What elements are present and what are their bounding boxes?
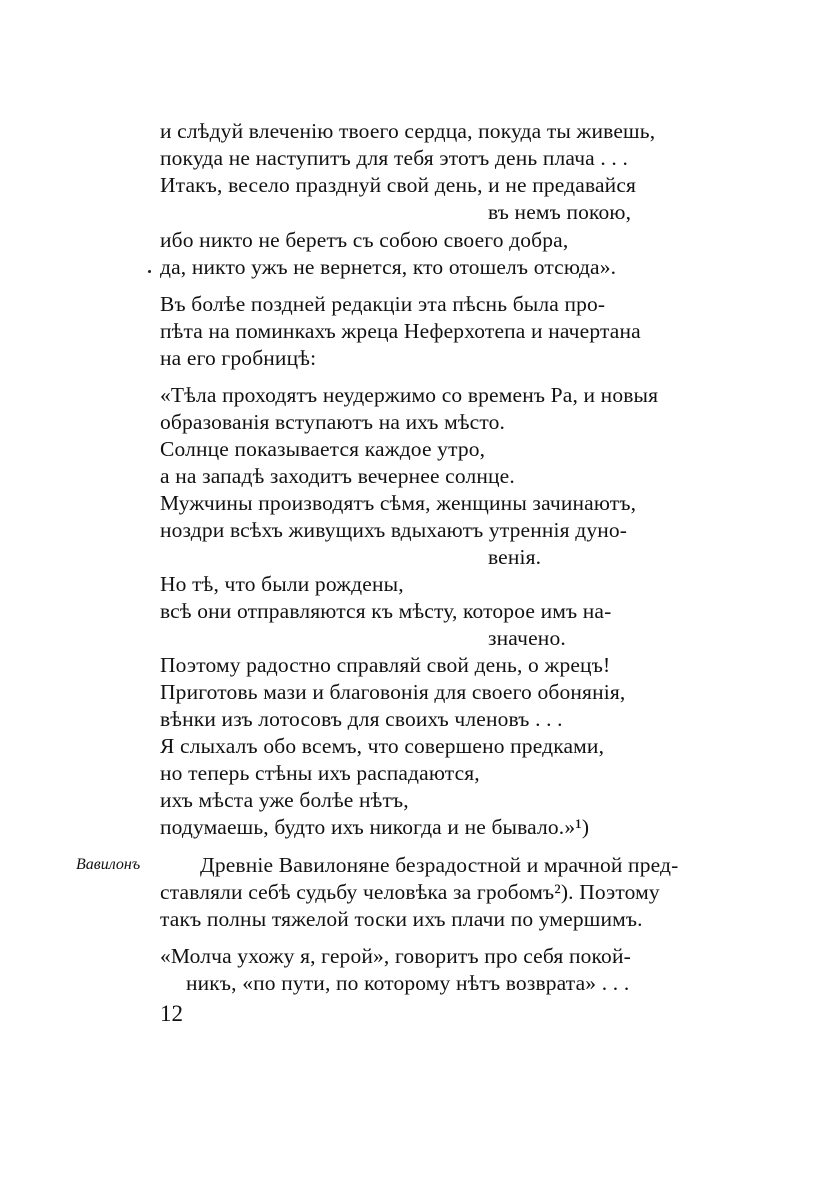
poem-line: Поэтому радостно справляй свой день, о жрецъ! (160, 653, 611, 677)
quote-line: «Молча ухожу я, герой», говоритъ про себя покой- (160, 944, 631, 968)
poem-line: а на западѣ заходитъ вечернее солнце. (160, 464, 515, 488)
poem-line: ихъ мѣста уже болѣе нѣтъ, (160, 788, 409, 812)
poem-line-continuation: въ немъ покою, (488, 200, 632, 224)
poem-line-continuation: значено. (488, 626, 566, 650)
paragraph-line: такъ полны тяжелой тоски ихъ плачи по умершимъ. (160, 907, 643, 931)
poem-line: но теперь стѣны ихъ распадаются, (160, 761, 480, 785)
paragraph-line: пѣта на поминкахъ жреца Неферхотепа и начертана (160, 319, 641, 343)
poem-line: подумаешь, будто ихъ никогда и не бывало.»¹) (160, 815, 590, 839)
paragraph-line: Древніе Вавилоняне безрадостной и мрачной пред- (200, 853, 679, 877)
quote-line: никъ, «по пути, по которому нѣтъ возврата» . . . (186, 971, 630, 995)
page-number: 12 (160, 1001, 183, 1026)
poem-line-continuation: венія. (488, 545, 542, 569)
paragraph-line: Въ болѣе поздней редакціи эта пѣснь была про- (160, 292, 606, 316)
poem-line: Итакъ, весело празднуй свой день, и не предавайся (160, 173, 637, 197)
poem-line: «Тѣла проходятъ неудержимо со временъ Ра, и новыя (160, 383, 659, 407)
paragraph-line: на его гробницѣ: (160, 346, 317, 370)
poem-line: Мужчины производятъ сѣмя, женщины зачинаютъ, (160, 491, 637, 515)
poem-line: да, никто ужъ не вернется, кто отошелъ отсюда». (160, 255, 617, 279)
margin-note: Вавилонъ (76, 856, 141, 873)
poem-line: Я слыхалъ обо всемъ, что совершено предками, (160, 734, 605, 758)
poem-line: вѣнки изъ лотосовъ для своихъ членовъ . . . (160, 707, 563, 731)
poem-line: покуда не наступитъ для тебя этотъ день плача . . . (160, 146, 628, 170)
poem-line: и слѣдуй влеченію твоего сердца, покуда ты живешь, (160, 119, 656, 143)
poem-line: Солнце показывается каждое утро, (160, 437, 486, 461)
poem-line: Но тѣ, что были рождены, (160, 572, 404, 596)
poem-line: образованія вступаютъ на ихъ мѣсто. (160, 410, 506, 434)
stray-dot-mark (148, 270, 151, 273)
paragraph-line: ставляли себѣ судьбу человѣка за гробомъ²). Поэтому (160, 880, 660, 904)
poem-line: ноздри всѣхъ живущихъ вдыхаютъ утреннія дуно- (160, 518, 628, 542)
poem-line: всѣ они отправляются къ мѣсту, которое имъ на- (160, 599, 612, 623)
poem-line: Приготовь мази и благовонія для своего обонянія, (160, 680, 626, 704)
poem-line: ибо никто не беретъ съ собою своего добра, (160, 228, 569, 252)
